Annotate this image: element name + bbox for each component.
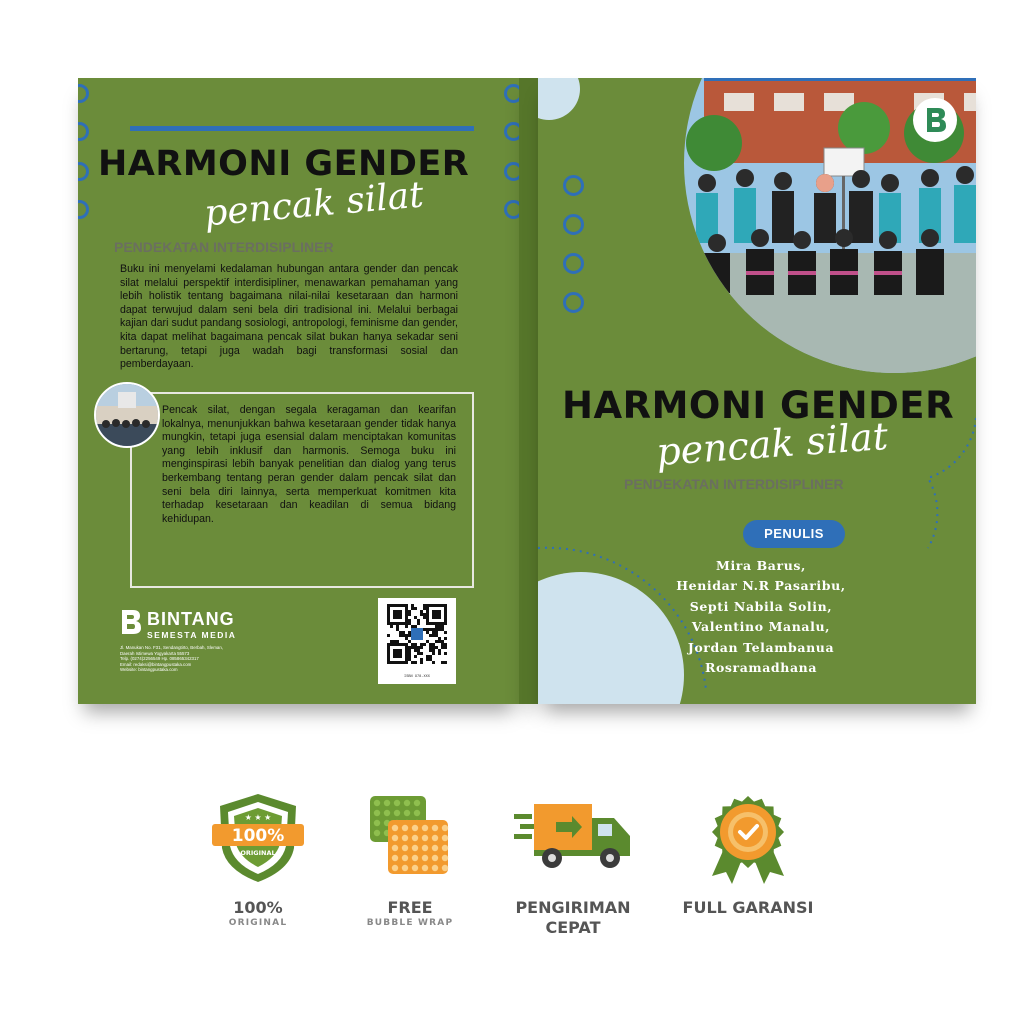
badge-original-label: 100%: [233, 898, 283, 917]
back-paragraph-1: Buku ini menyelami kedalaman hubungan antara gender dan pencak silat melalui perspektif interdisipliner, menawarkan pemahaman yang lebih holistik tentang bagaimana nilai-nilai kesetaraan dan harmoni dapat terwujud dalam seni bela diri tradisional ini. Melalui berbagai kajian dari sudut pandang sosiologi, antropologi, feminisme dan gender, kita dapat melihat bagaimana pencak silat bukan hanya sekadar seni bertarung, tetapi juga wadah bagi transformasi sosial dan pemberdayaan.: [120, 263, 458, 371]
front-title-script: pencak silat: [654, 413, 890, 475]
penulis-badge: PENULIS: [743, 520, 845, 548]
author-list: [646, 556, 876, 678]
badge-original-sub: ORIGINAL: [228, 918, 288, 928]
delivery-truck-icon: [512, 800, 634, 872]
badge-shipping-label-2: CEPAT: [545, 918, 601, 937]
guarantee-ribbon-icon: [708, 794, 788, 884]
divider-line: [130, 126, 474, 131]
back-title: HARMONI GENDER: [98, 144, 470, 184]
publisher-address-line: Email: redaksi@bintangpustaka.com: [120, 661, 192, 667]
ring-decoration: [504, 200, 519, 219]
publisher-name: BINTANG: [147, 609, 235, 629]
badge-guarantee-label: FULL GARANSI: [682, 898, 814, 917]
front-subtitle: PENDEKATAN INTERDISIPLINER: [624, 476, 844, 492]
back-title-script: pencak silat: [202, 174, 426, 235]
publisher-block: [120, 608, 236, 673]
ring-decoration: [504, 84, 519, 103]
ring-decoration: [78, 84, 89, 103]
publisher-logo-icon: [913, 98, 957, 142]
book-spine: [519, 78, 538, 704]
badge-shipping-label: PENGIRIMAN: [515, 898, 631, 917]
qr-code: [378, 598, 456, 684]
ring-decoration: [78, 122, 89, 141]
ring-decoration: [78, 162, 89, 181]
publisher-subname: SEMESTA MEDIA: [147, 630, 237, 640]
publisher-address-line: Jl. Manukan No. F31, Sendangtirto, Berbah, Sleman,: [120, 645, 223, 650]
author-name: Septi Nabila Solin,: [689, 598, 833, 614]
seal-text: 100%: [231, 826, 285, 846]
author-name: Rosramadhana: [704, 660, 818, 676]
ring-decoration: [504, 122, 519, 141]
back-cover: [78, 78, 519, 704]
ring-decoration: [78, 200, 89, 219]
publisher-address-line: Website: bintangpustaka.com: [120, 667, 178, 673]
author-name: Valentino Manalu,: [691, 619, 831, 635]
front-title: HARMONI GENDER: [562, 384, 955, 427]
author-name: Henidar N.R Pasaribu,: [676, 578, 846, 594]
ring-decoration: [504, 162, 519, 181]
back-subtitle: PENDEKATAN INTERDISIPLINER: [114, 239, 334, 255]
original-seal-icon: [210, 792, 306, 884]
publisher-address-line: Daerah Istimewa Yogyakarta 55573: [120, 650, 190, 656]
seal-sub: ORIGINAL: [240, 849, 276, 857]
bubble-wrap-icon: [368, 794, 452, 878]
author-name: Jordan Telambanua: [687, 639, 835, 655]
author-name: Mira Barus,: [716, 558, 806, 573]
isbn-barcode-text: ISBN 978-XXX: [404, 675, 430, 679]
badge-bubble-label: FREE: [387, 898, 433, 917]
group-photo-thumbnail: [94, 382, 160, 448]
front-cover: [538, 78, 976, 704]
badge-bubble-sub: BUBBLE WRAP: [366, 918, 454, 928]
publisher-logo-icon: [120, 608, 142, 641]
back-paragraph-2: Pencak silat, dengan segala keragaman dan kearifan lokalnya, menunjukkan bahwa kesetaraan gender tidak hanya mungkin, tetapi juga esensial dalam menciptakan komunitas yang lebih inklusif dan harmonis. Semoga buku ini menginspirasi lebih banyak penelitian dan dialog yang terus berkembang tentang peran gender dalam pencak silat dan seni bela diri lainnya, serta memperkuat komitmen kita terhadap kesetaraan dan keadilan di semua bidang kehidupan.: [162, 404, 456, 525]
svg-text:★ ★ ★: ★ ★ ★: [244, 813, 272, 822]
publisher-address-line: Telp. (0274)2256549 Hp. 085865342317: [120, 656, 199, 662]
